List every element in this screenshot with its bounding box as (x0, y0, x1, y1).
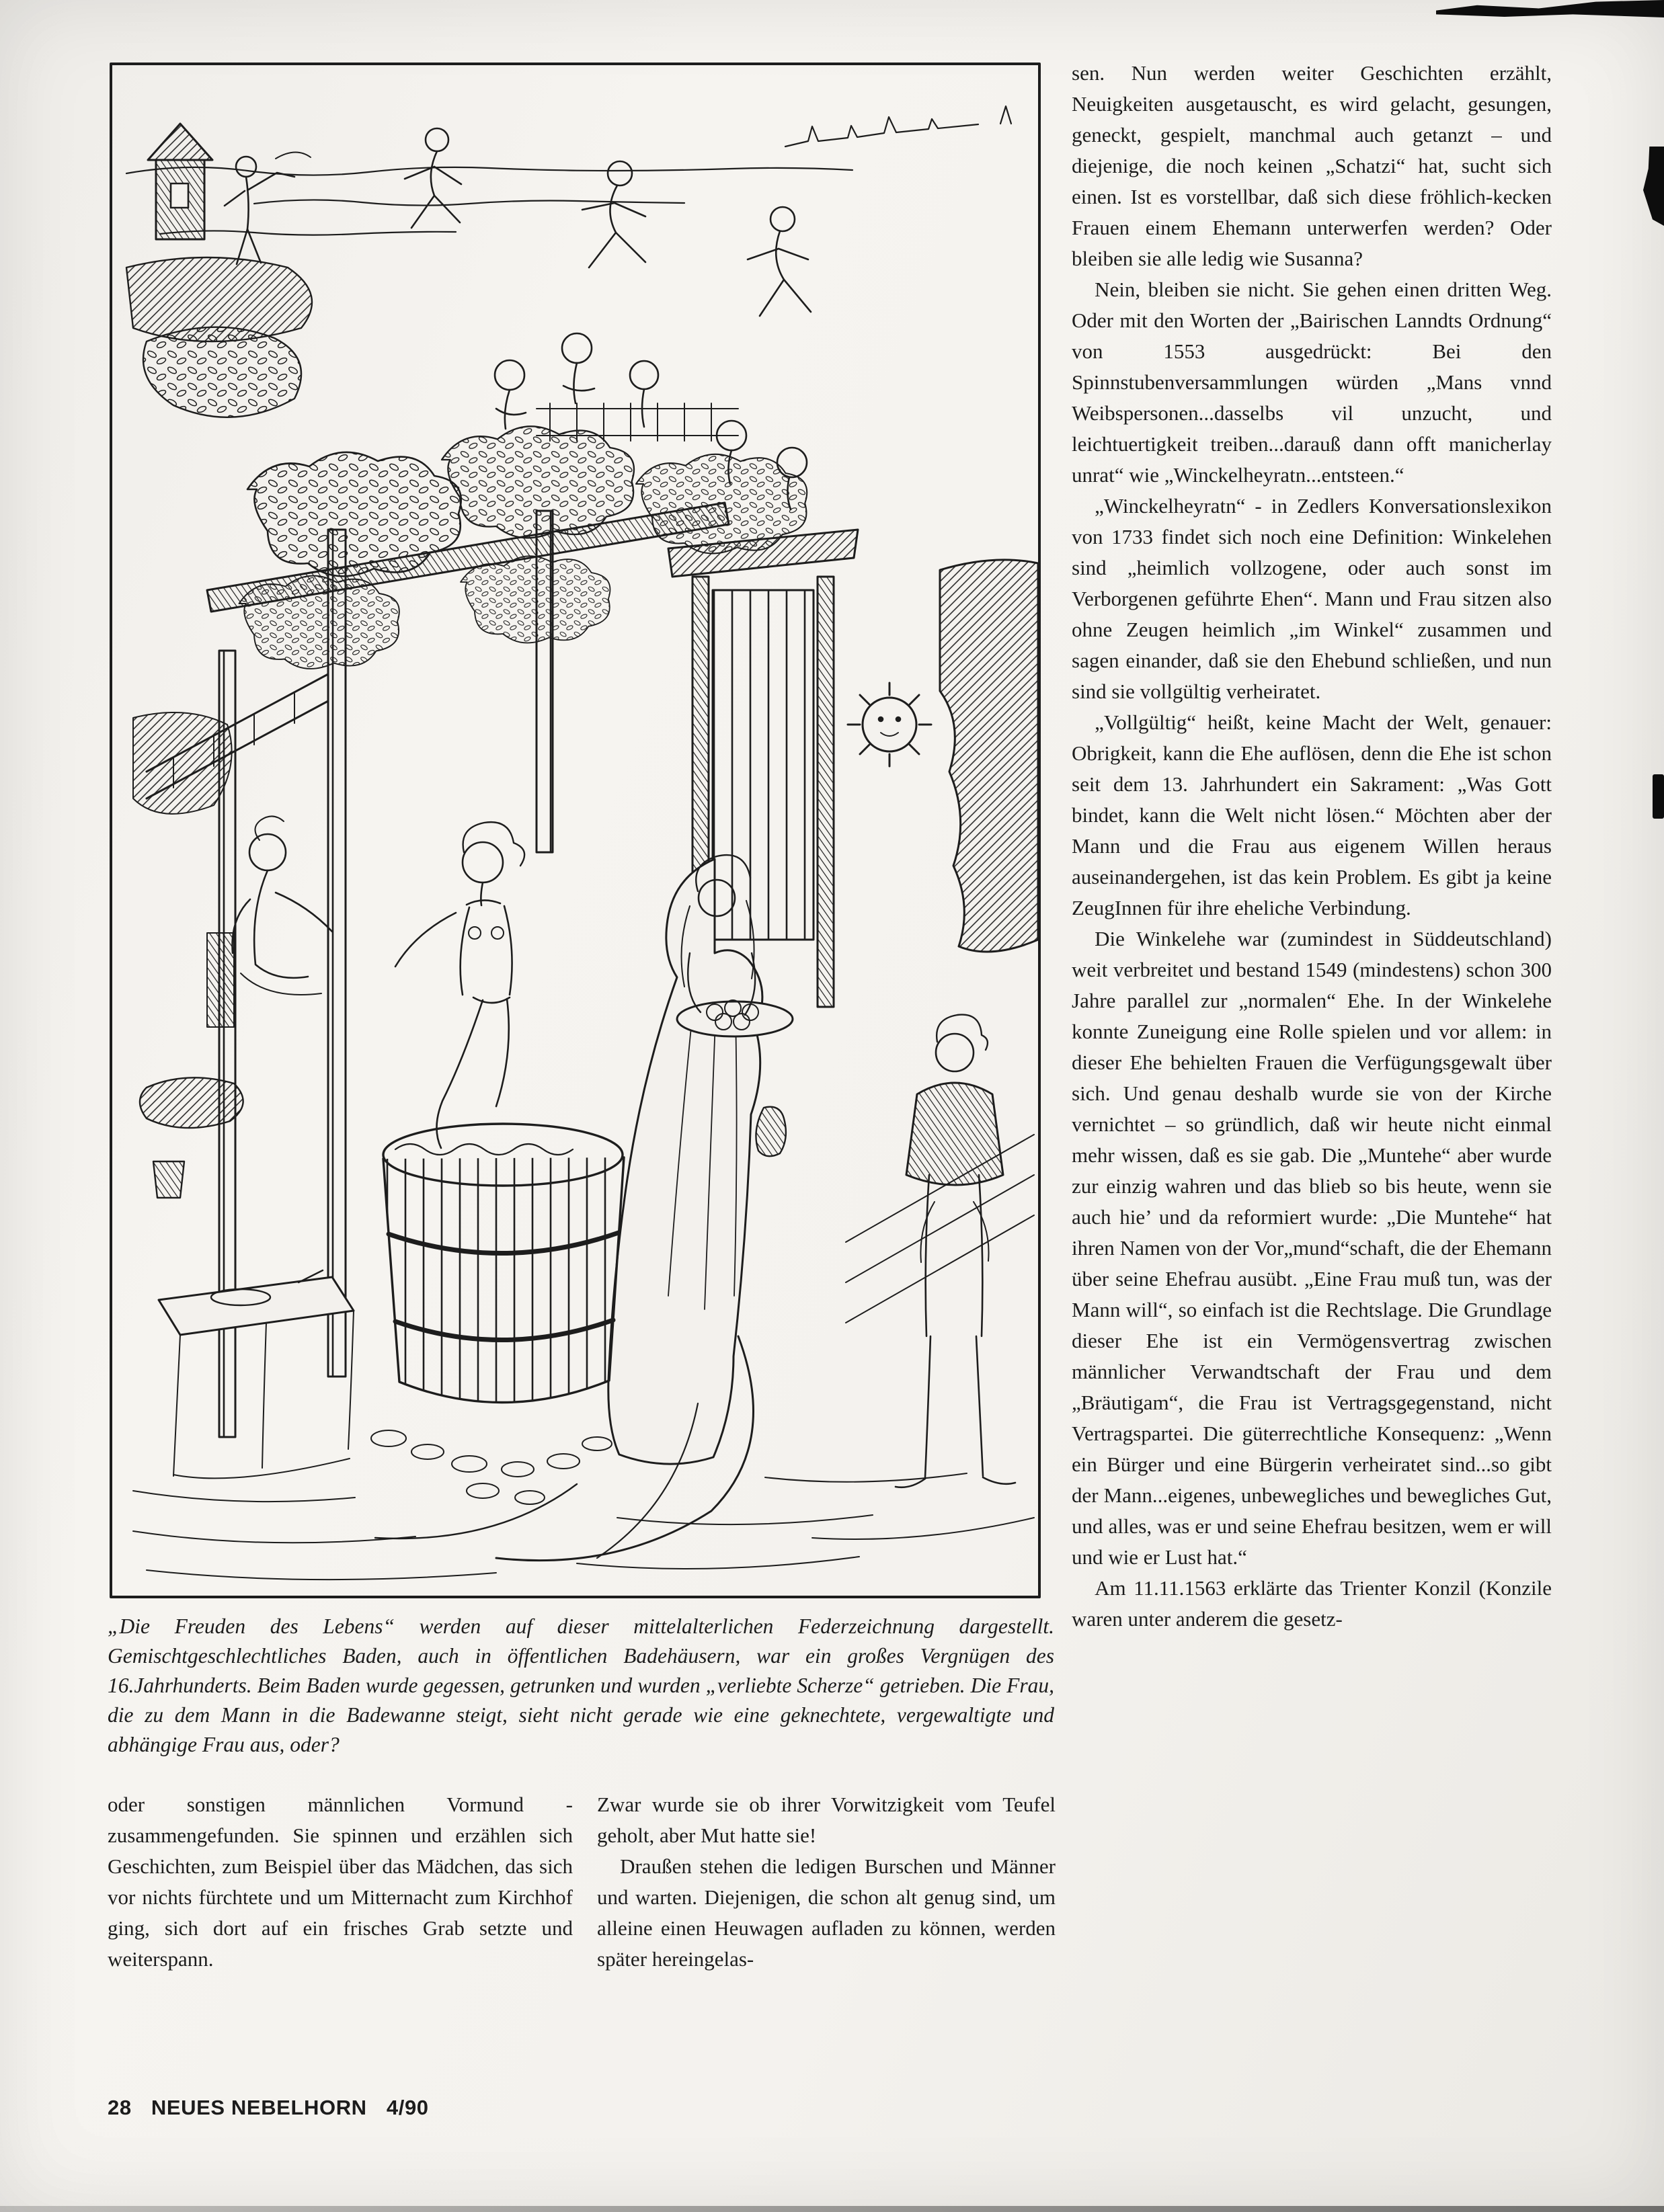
drape (940, 560, 1038, 952)
column-right (1072, 58, 1552, 1635)
pillow (140, 1077, 243, 1128)
scan-edge-shadow (0, 2206, 1664, 2212)
young-man (896, 1015, 1015, 1487)
medieval-bath-scene-drawing (106, 59, 1044, 1602)
woodcut-illustration (106, 59, 1044, 1602)
image-caption: „Die Freuden des Lebens“ werden auf dieser mittelalterlichen Federzeichnung dargestellt. Gemischtgeschlechtliches Baden, auch in öffentlichen Badehäusern, war ein großes Vergnügen des 16.Jahrhunderts. Beim Baden wurde gegessen, getrunken und wurden „verliebte Scherze“ getrieben. Die Frau, die zu dem Mann in die Badewanne steigt, sieht nicht gerade wie eine geknechtete, vergewaltigte und abhängige Frau aus, oder? (108, 1614, 1054, 1756)
scan-artifact-right-edge-2 (1653, 774, 1664, 819)
leaping-figure-1 (405, 128, 461, 228)
sky-lines (126, 106, 1011, 235)
leaping-figure-3 (748, 207, 811, 316)
tower (148, 124, 212, 239)
scan-artifact-right-edge-1 (1643, 147, 1664, 226)
paragraph: oder sonstigen männlichen Vormund - zusammengefunden. Sie spinnen und erzählen sich Geschichten, zum Beispiel über das Mädchen, das sich vor nichts fürchtete und um Mitternacht zum Kirchhof ging, sich dort auf ein frisches Grab setzte und weiterspann. (108, 1793, 573, 1971)
page-number: 28 (108, 2096, 132, 2119)
hill-left (126, 257, 312, 341)
paragraph: Nein, bleiben sie nicht. Sie gehen einen dritten Weg. Oder mit den Worten der „Bairischen Lanndts Ordnung“ von 1553 ausgedrückt: Bei den Spinnstubenversammlungen würden „Mans vnnd Weibspersonen...dasselbs vil unzucht, und leichtuertigkeit treiben...darauß dann offt manicherlay unrat“ wie „Winckelheyratn...entsteen.“ (1072, 278, 1552, 487)
paragraph: „Winckelheyratn“ - in Zedlers Konversationslexikon von 1733 findet sich noch eine Definition: Winkelehen sind „heimlich vollzogene, oder auch sonst im Verborgenen geführte Ehen“. Mann und Frau sitzen also ohne Zeugen heimlich „im Winkel“ zusammen und sagen einander, daß sie den Ehebund schließen, und nun sind sie vollgültig verheiratet. (1072, 494, 1552, 703)
leaping-figure-2 (582, 161, 645, 268)
sun-ornament (848, 683, 931, 766)
issue-number: 4/90 (386, 2096, 429, 2119)
paragraph: Am 11.11.1563 erklärte das Trienter Konzil (Konzile waren unter anderem die gesetz- (1072, 1576, 1552, 1631)
column-bottom-middle (597, 1789, 1056, 1975)
bathing-tub (383, 1124, 624, 1403)
paragraph: Die Winkelehe war (zumindest in Süddeutschland) weit verbreitet und bestand 1549 (mindestens) schon 300 Jahre parallel zur „normalen“ Ehe. In der Winkelehe konnte Zuneigung eine Rolle spielen und vor allem: in dieser Ehe behielten Frauen die Verfügungsgewalt über sich. Und genau deshalb wurde sie von der Kirche vernichtet – so gründlich, daß wir heute nicht einmal mehr wissen, daß es sie gab. Die „Muntehe“ aber wurde zur einzig wahren und das blieb so bis heute, wenn sie auch hie’ und da reformiert wurde: „Die Muntehe“ hat ihren Namen von der Vor„mund“schaft, die der Ehemann über seine Ehefrau ausübt. „Eine Frau muß tun, was der Mann will“, so einfach ist die Rechtslage. Die Grundlage dieser Ehe ist ein Vermögensvertrag zwischen männlicher Verwandtschaft der Frau und dem „Bräutigam“, die Frau ist Vertragsgegenstand, nicht Vertragspartei. Die güterrechtliche Konsequenz: „Wenn ein Bürger und eine Bürgerin verheiratet sind...so gibt der Mann...eigenes, unbewegliches und bewegliches Gut, und alles, was er und seine Ehefrau besitzen, wem er will und wie er Lust hat.“ (1072, 927, 1552, 1569)
magazine-title: NEUES NEBELHORN (151, 2096, 367, 2119)
table (159, 1270, 354, 1478)
paragraph: Draußen stehen die ledigen Burschen und Männer und warten. Diejenigen, die schon alt genug sind, um alleine einen Heuwagen aufladen zu können, werden später hereingelas- (597, 1854, 1056, 1971)
paragraph: „Vollgültig“ heißt, keine Macht der Welt, genauer: Obrigkeit, kann die Ehe auflösen, denn die Ehe ist schon seit dem 13. Jahrhundert ein Sakrament: „Was Gott bindet, kann die Welt nicht lösen.“ Möchten aber der Mann und die Frau aus eigenem Willen heraus auseinandergehen, ist das kein Problem. Es gibt ja keine ZeugInnen für ihre eheliche Verbindung. (1072, 710, 1552, 919)
cup (153, 1161, 184, 1198)
page-footer (108, 2096, 442, 2120)
paragraph: sen. Nun werden weiter Geschichten erzählt, Neuigkeiten ausgetauscht, es wird gelacht, gesungen, geneckt, gespielt, manchmal auch getanzt – und diejenige, die noch keinen „Schatzi“ hat, sucht sich einen. Ist es vorstellbar, daß sich diese fröhlich-kecken Frauen einem Ehemann unterwerfen werden? Oder bleiben sie alle ledig wie Susanna? (1072, 61, 1552, 270)
paragraph: Zwar wurde sie ob ihrer Vorwitzigkeit vom Teufel geholt, aber Mut hatte sie! (597, 1793, 1056, 1847)
bathing-woman (395, 822, 524, 1148)
scan-artifact-top-right (1436, 0, 1664, 17)
column-bottom-left (108, 1789, 573, 1975)
